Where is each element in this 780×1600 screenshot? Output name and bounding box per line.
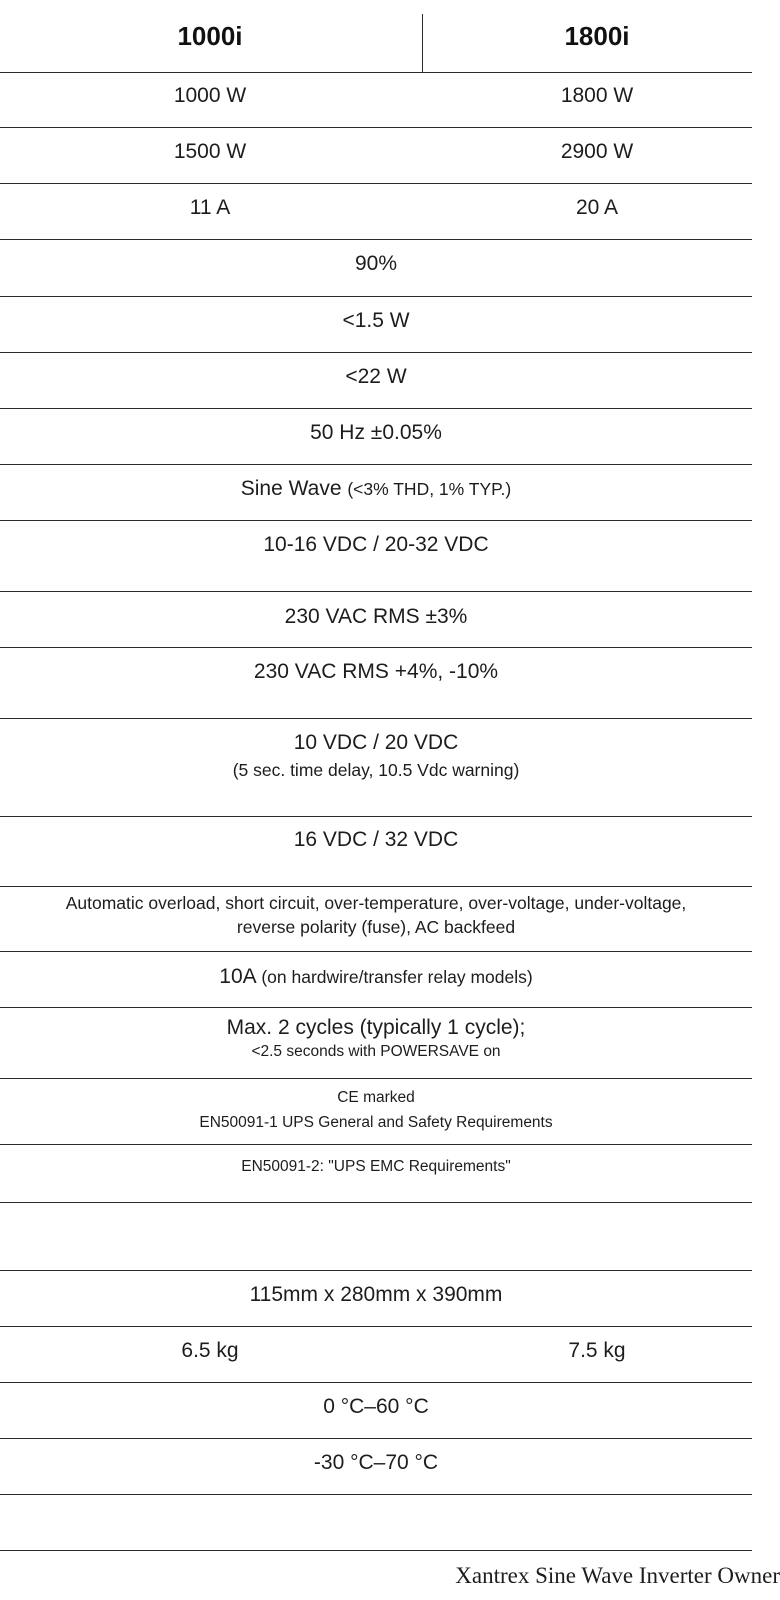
spec-subtext: EN50091-1 UPS General and Safety Requirements xyxy=(199,1114,553,1131)
spec-value: -30 °C–70 °C xyxy=(313,1451,439,1474)
row-safety xyxy=(0,1079,752,1145)
spec-value: 10 VDC / 20 VDC xyxy=(293,731,459,754)
spec-value: CE marked xyxy=(337,1089,415,1106)
row-blank xyxy=(0,1495,752,1551)
spec-value: <22 W xyxy=(345,365,407,388)
row-low-voltage-shutdown xyxy=(0,719,752,817)
row-efficiency xyxy=(0,240,752,297)
spec-value: Automatic overload, short circuit, over-temperature, over-voltage, under-voltage, xyxy=(65,893,687,913)
header-divider xyxy=(422,14,423,72)
row-continuous-power xyxy=(0,72,752,128)
spec-value: 50 Hz ±0.05% xyxy=(310,421,442,444)
table-header xyxy=(0,0,752,73)
spec-value-main: 10A xyxy=(219,965,256,988)
header-1000i: 1000i xyxy=(177,20,243,51)
row-input-voltage xyxy=(0,521,752,592)
value-1000i: 6.5 kg xyxy=(181,1339,239,1362)
row-emc xyxy=(0,1145,752,1203)
row-operating-temp xyxy=(0,1383,752,1439)
row-no-load xyxy=(0,353,752,409)
row-weight xyxy=(0,1327,752,1383)
row-surge-power xyxy=(0,128,752,184)
row-output-voltage xyxy=(0,592,752,648)
spec-value: 0 °C–60 °C xyxy=(323,1395,429,1418)
row-relay-rating xyxy=(0,952,752,1008)
spec-value: Max. 2 cycles (typically 1 cycle); xyxy=(226,1016,526,1039)
spec-value: <1.5 W xyxy=(342,309,410,332)
row-high-voltage-shutdown xyxy=(0,817,752,887)
spec-value xyxy=(0,477,752,501)
row-dimensions xyxy=(0,1271,752,1327)
spec-value-main: Sine Wave xyxy=(240,477,342,500)
value-1800i: 20 A xyxy=(575,196,619,219)
row-frequency xyxy=(0,409,752,465)
spec-value: 230 VAC RMS ±3% xyxy=(284,605,468,628)
row-waveform xyxy=(0,465,752,521)
value-1000i: 1000 W xyxy=(173,84,247,107)
value-1000i: 1500 W xyxy=(173,140,247,163)
header-1800i: 1800i xyxy=(564,20,630,51)
spec-value: 115mm x 280mm x 390mm xyxy=(249,1283,503,1306)
spec-note: (on hardwire/transfer relay models) xyxy=(261,967,533,987)
row-blank xyxy=(0,1203,752,1271)
footer-title: Xantrex Sine Wave Inverter Owner xyxy=(455,1563,780,1588)
value-1800i: 7.5 kg xyxy=(568,1339,626,1362)
row-storage-temp xyxy=(0,1439,752,1495)
row-search-mode xyxy=(0,297,752,353)
spec-value: 230 VAC RMS +4%, -10% xyxy=(253,660,499,683)
spec-subtext: (5 sec. time delay, 10.5 Vdc warning) xyxy=(232,760,520,780)
row-transfer-time xyxy=(0,1008,752,1079)
spec-value: EN50091-2: "UPS EMC Requirements" xyxy=(241,1158,511,1175)
value-1800i: 1800 W xyxy=(560,84,634,107)
spec-value xyxy=(0,965,752,989)
spec-value: 16 VDC / 32 VDC xyxy=(293,828,459,851)
row-transfer-range xyxy=(0,648,752,719)
row-output-current xyxy=(0,184,752,240)
value-1000i: 11 A xyxy=(189,196,231,219)
spec-value: 90% xyxy=(354,252,398,275)
spec-value: 10-16 VDC / 20-32 VDC xyxy=(263,533,489,556)
spec-subtext: reverse polarity (fuse), AC backfeed xyxy=(236,917,516,937)
spec-note: (<3% THD, 1% TYP.) xyxy=(347,479,512,499)
row-protection xyxy=(0,887,752,952)
spec-subtext: <2.5 seconds with POWERSAVE on xyxy=(251,1043,501,1060)
value-1800i: 2900 W xyxy=(560,140,634,163)
